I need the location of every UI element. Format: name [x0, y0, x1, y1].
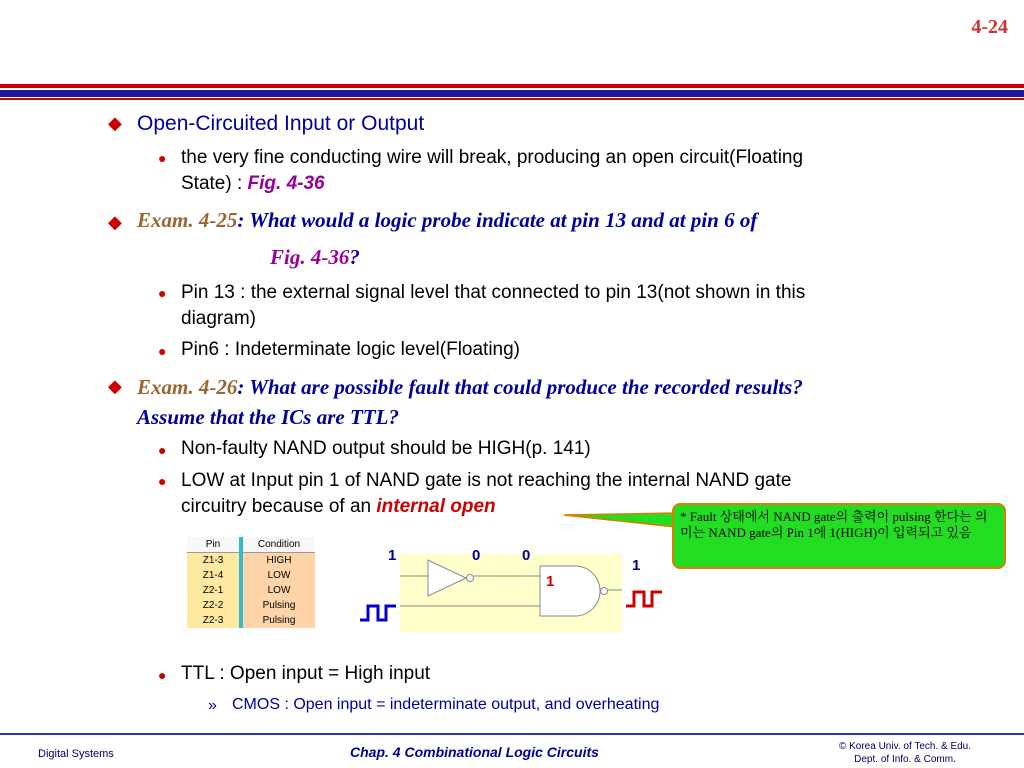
table-row [187, 598, 315, 613]
circuit-label-input: 1 [388, 547, 397, 564]
exam-label: Exam. 4-25 [137, 208, 238, 232]
sub-bullet-marker: » [208, 697, 217, 714]
input-pulse-waveform-icon [360, 606, 396, 620]
bullet-dot-icon: ● [158, 343, 167, 359]
exam-question-line2: Assume that the ICs are TTL? [137, 405, 399, 429]
fault-callout-box: * Fault 상태에서 NAND gate의 출력이 pulsing 한다는 의미는 NAND gate의 Pin 1에 1(HIGH)이 입력되고 있음 [672, 503, 1006, 569]
circuit-label-nand-inner: 1 [546, 573, 555, 590]
bullet-open-circuit-line2: State) : [181, 173, 248, 194]
header-rule-red-thin [0, 98, 1024, 100]
circuit-label-output: 1 [632, 557, 641, 574]
output-pulse-waveform-icon [626, 592, 662, 606]
table-cell-condition: LOW [243, 568, 315, 583]
slide-number: 4-24 [971, 16, 1008, 38]
circuit-label-mid: 0 [472, 547, 481, 564]
nand-bubble-icon [601, 588, 608, 595]
pin-condition-table [187, 537, 315, 628]
bullet-low-line2: circuitry because of an [181, 496, 377, 517]
bullet-open-circuit-line1: the very fine conducting wire will break, producing an open circuit(Floating [181, 147, 804, 168]
exam-fig-ref: Fig. 4-36 [270, 245, 350, 269]
header-rule-red [0, 84, 1024, 88]
table-row [187, 568, 315, 583]
diamond-bullet-icon: ◆ [108, 376, 122, 396]
table-row [187, 583, 315, 598]
bullet-nonfaulty: Non-faulty NAND output should be HIGH(p. 141) [181, 438, 591, 459]
table-header-condition: Condition [243, 537, 315, 553]
section-heading: Open-Circuited Input or Output [137, 112, 425, 135]
bullet-dot-icon: ● [158, 285, 167, 301]
footer-copyright [800, 740, 1010, 766]
table-cell-condition: HIGH [243, 553, 315, 569]
exam-label: Exam. 4-26 [137, 375, 238, 399]
bullet-open-circuit [181, 145, 971, 197]
diamond-bullet-icon: ◆ [108, 212, 122, 232]
footer-chapter-title: Chap. 4 Combinational Logic Circuits [350, 744, 599, 760]
bullet-dot-icon: ● [158, 150, 167, 166]
table-cell-pin: Z2-1 [187, 583, 239, 598]
table-row [187, 613, 315, 628]
bullet-pin13-line1: Pin 13 : the external signal level that connected to pin 13(not shown in this [181, 282, 806, 303]
table-cell-pin: Z2-2 [187, 598, 239, 613]
diamond-bullet-icon: ◆ [108, 113, 122, 133]
circuit-diagram [350, 540, 670, 640]
footer-course-name: Digital Systems [38, 748, 114, 760]
callout-pointer [560, 505, 680, 535]
sub-bullet-cmos: CMOS : Open input = indeterminate output, and overheating [232, 696, 660, 713]
table-cell-condition: Pulsing [243, 613, 315, 628]
table-cell-pin: Z1-3 [187, 553, 239, 569]
bullet-dot-icon: ● [158, 473, 167, 489]
exam-4-26-question [137, 372, 997, 432]
table-header-pin: Pin [187, 537, 239, 553]
footer-copyright-line2: Dept. of Info. & Comm. [854, 754, 956, 765]
footer-copyright-line1: © Korea Univ. of Tech. & Edu. [838, 741, 972, 752]
bullet-pin13 [181, 280, 971, 332]
bullet-dot-icon: ● [158, 442, 167, 458]
bullet-pin13-line2: diagram) [181, 308, 256, 329]
fig-ref-link: Fig. 4-36 [247, 173, 325, 194]
bullet-ttl: TTL : Open input = High input [181, 663, 431, 684]
exam-4-25-fig-ref [270, 245, 360, 270]
table-cell-pin: Z2-3 [187, 613, 239, 628]
table-cell-condition: LOW [243, 583, 315, 598]
circuit-label-nand-top: 0 [522, 547, 531, 564]
table-cell-condition: Pulsing [243, 598, 315, 613]
exam-qmark: ? [349, 245, 360, 269]
exam-question-text: : What would a logic probe indicate at pin 13 and at pin 6 of [237, 208, 758, 232]
table-cell-pin: Z1-4 [187, 568, 239, 583]
footer-rule-blue [0, 733, 1024, 735]
bullet-dot-icon: ● [158, 667, 167, 683]
internal-open-emphasis: internal open [376, 496, 496, 517]
inverter-bubble-icon [467, 575, 474, 582]
exam-4-25-question [137, 208, 757, 233]
table-row [187, 553, 315, 569]
header-rule-blue [0, 90, 1024, 97]
bullet-pin6: Pin6 : Indeterminate logic level(Floating) [181, 339, 521, 360]
bullet-low-line1: LOW at Input pin 1 of NAND gate is not reaching the internal NAND gate [181, 470, 792, 491]
exam-question-line1: : What are possible fault that could produce the recorded results? [237, 375, 803, 399]
